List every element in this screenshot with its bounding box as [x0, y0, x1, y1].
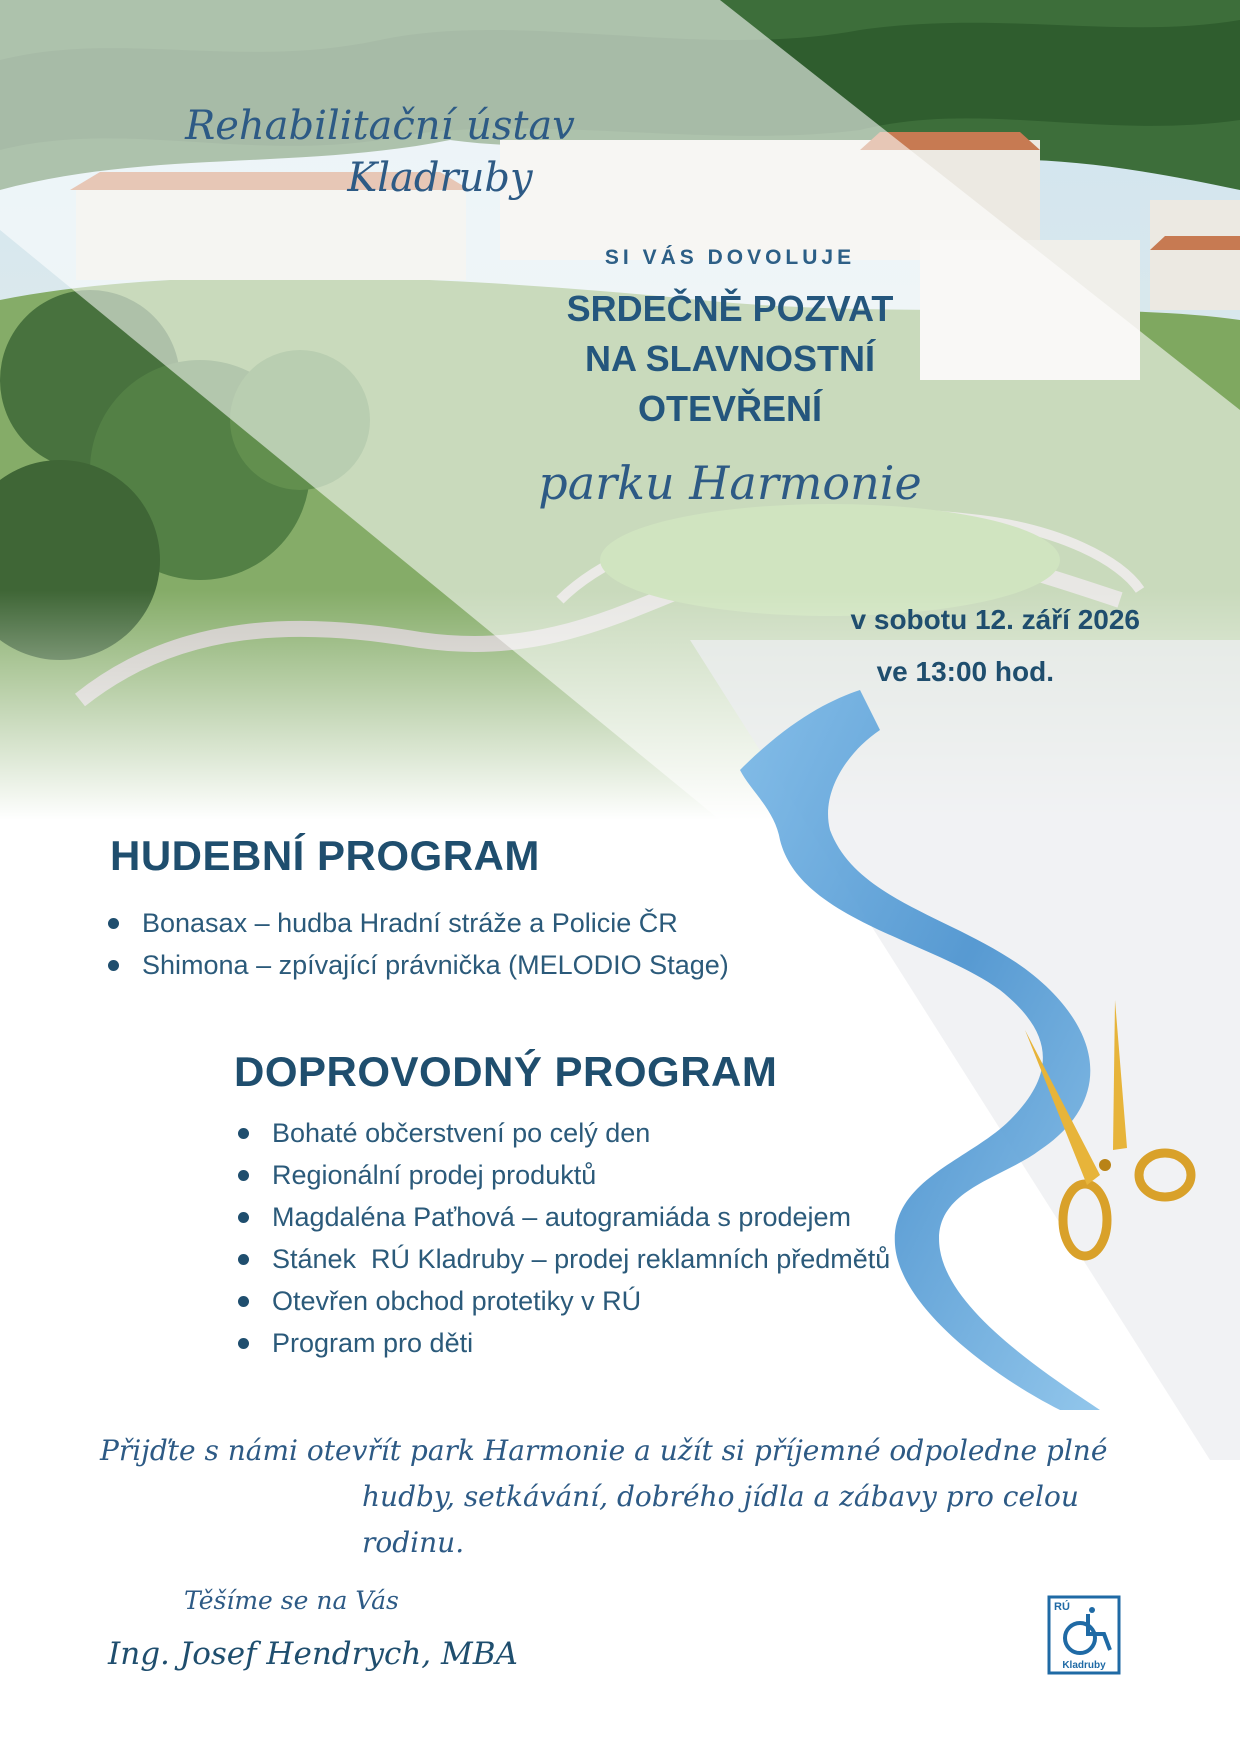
- logo-bottom-text: Kladruby: [1062, 1660, 1106, 1671]
- event-date: v sobotu 12. září 2026: [850, 604, 1140, 635]
- list-item: Shimona – zpívající právnička (MELODIO Stage): [108, 944, 729, 986]
- list-item: Program pro děti: [238, 1322, 890, 1364]
- list-item: Bohaté občerstvení po celý den: [238, 1112, 890, 1154]
- list-item: Bonasax – hudba Hradní stráže a Policie ČR: [108, 902, 729, 944]
- org-name-line1: Rehabilitační ústav: [185, 103, 575, 149]
- invite-heading: [500, 284, 960, 434]
- organization-name: [150, 100, 610, 204]
- invite-line3: OTEVŘENÍ: [637, 388, 823, 429]
- side-program-list: [238, 1112, 890, 1364]
- park-name: parku Harmonie: [538, 456, 922, 510]
- logo-top-text: RÚ: [1054, 1601, 1070, 1613]
- list-item: Stánek RÚ Kladruby – prodej reklamních předmětů: [238, 1238, 890, 1280]
- scissors-icon: [1005, 1000, 1205, 1280]
- side-program-title: DOPROVODNÝ PROGRAM: [234, 1048, 778, 1095]
- list-item: Otevřen obchod protetiky v RÚ: [238, 1280, 890, 1322]
- invite-line2: NA SLAVNOSTNÍ: [584, 338, 875, 379]
- bullet-icon: [238, 1254, 249, 1265]
- bullet-icon: [238, 1128, 249, 1139]
- signature-greeting: Těšíme se na Vás: [184, 1586, 399, 1615]
- event-time: ve 13:00 hod.: [876, 656, 1054, 687]
- invite-subheading: SI VÁS DOVOLUJE: [604, 246, 856, 269]
- music-program-title: HUDEBNÍ PROGRAM: [110, 832, 540, 879]
- bullet-icon: [238, 1296, 249, 1307]
- list-item: Regionální prodej produktů: [238, 1154, 890, 1196]
- closing-line2: hudby, setkávání, dobrého jídla a zábavy pro celou rodinu.: [362, 1480, 1079, 1559]
- list-item: Magdaléna Paťhová – autogramiáda s prodejem: [238, 1196, 890, 1238]
- bullet-icon: [108, 918, 119, 929]
- bullet-icon: [238, 1212, 249, 1223]
- wheelchair-logo-icon: [1046, 1594, 1122, 1676]
- music-program-list: [108, 902, 729, 986]
- closing-text: [100, 1428, 1140, 1566]
- bullet-icon: [238, 1170, 249, 1181]
- signature-name: Ing. Josef Hendrych, MBA: [108, 1636, 518, 1672]
- bullet-icon: [238, 1338, 249, 1349]
- org-name-line2: Kladruby: [347, 155, 533, 201]
- invite-line1: SRDEČNĚ POZVAT: [566, 288, 894, 329]
- bullet-icon: [108, 960, 119, 971]
- closing-line1: Přijďte s námi otevřít park Harmonie a užít si příjemné odpoledne plné: [100, 1434, 1108, 1467]
